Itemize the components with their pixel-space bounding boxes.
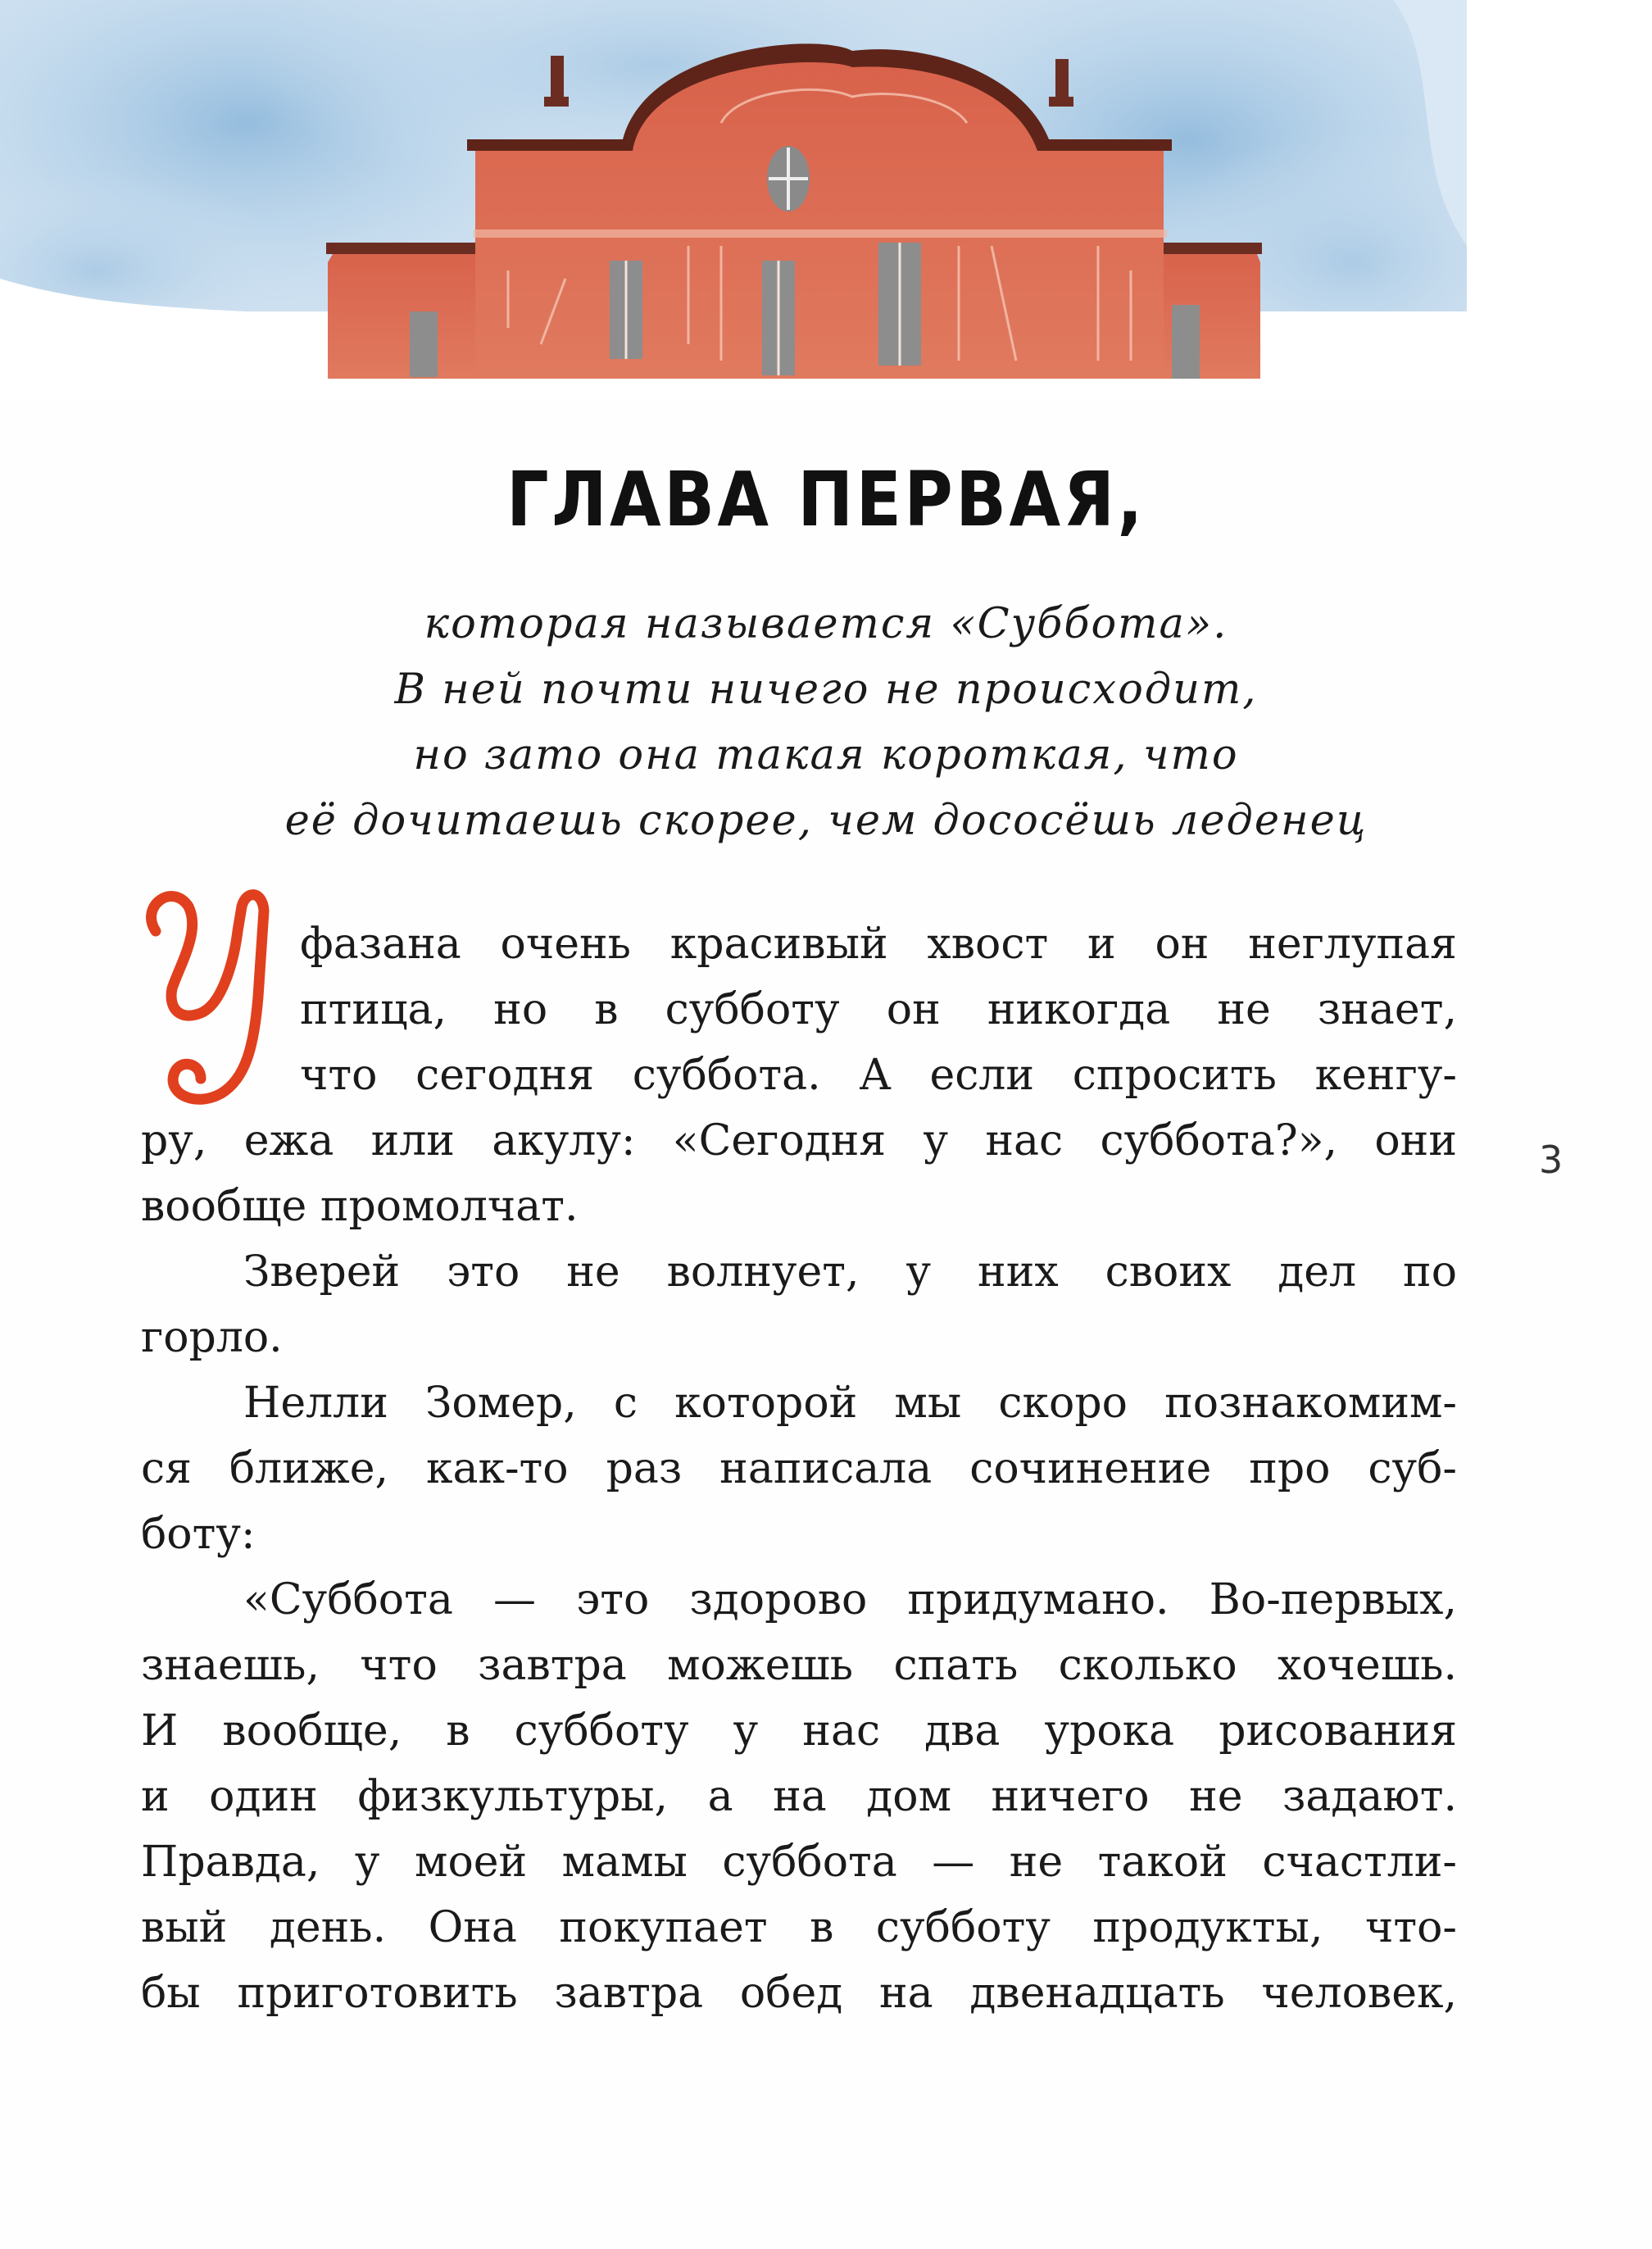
text-line: что сегодня суббота. А если спросить кенгу- [300,1051,1457,1100]
chapter-title: ГЛАВА ПЕРВАЯ, [506,456,1146,543]
text-line: бы приготовить завтра обед на двенадцать человек, [141,1969,1457,2018]
chapter-subtitle [0,592,1652,854]
body-text [141,911,1457,2026]
text-line: ру, ежа или акулу: «Сегодня у нас суббота?», они [141,1116,1457,1165]
subtitle-line: В ней почти ничего не происходит, [394,666,1258,714]
text-line: И вообще, в субботу у нас два урока рисования [141,1706,1457,1756]
text-line: и один физкультуры, а на дом ничего не задают. [141,1772,1457,1821]
text-line: ся ближе, как-то раз написала сочинение про суб- [141,1444,1457,1493]
text-line: Нелли Зомер, с которой мы скоро познакомим- [243,1379,1457,1428]
text-line: фазана очень красивый хвост и он неглупая [300,920,1457,969]
text-line: вообще промолчат. [141,1182,579,1231]
text-line: боту: [141,1510,256,1559]
watercolor-building-image [0,0,1652,402]
text-line: знаешь, что завтра можешь спать сколько хочешь. [141,1641,1457,1690]
text-line: вый день. Она покупает в субботу продукты, что- [141,1903,1457,1952]
text-line: «Суббота — это здорово придумано. Во-первых, [243,1575,1457,1624]
subtitle-line: но зато она такая короткая, что [413,731,1239,779]
text-line: горло. [141,1313,283,1362]
text-line: птица, но в субботу он никогда не знает, [300,985,1457,1034]
subtitle-line: её дочитаешь скорее, чем дососёшь леденец [284,797,1368,845]
page-number: 3 [1539,1138,1564,1182]
subtitle-line: которая называется «Суббота». [424,600,1228,648]
text-line: Зверей это не волнует, у них своих дел по [243,1247,1457,1297]
building-illustration [0,0,1652,402]
text-line: Правда, у моей мамы суббота — не такой счастли- [141,1838,1457,1887]
